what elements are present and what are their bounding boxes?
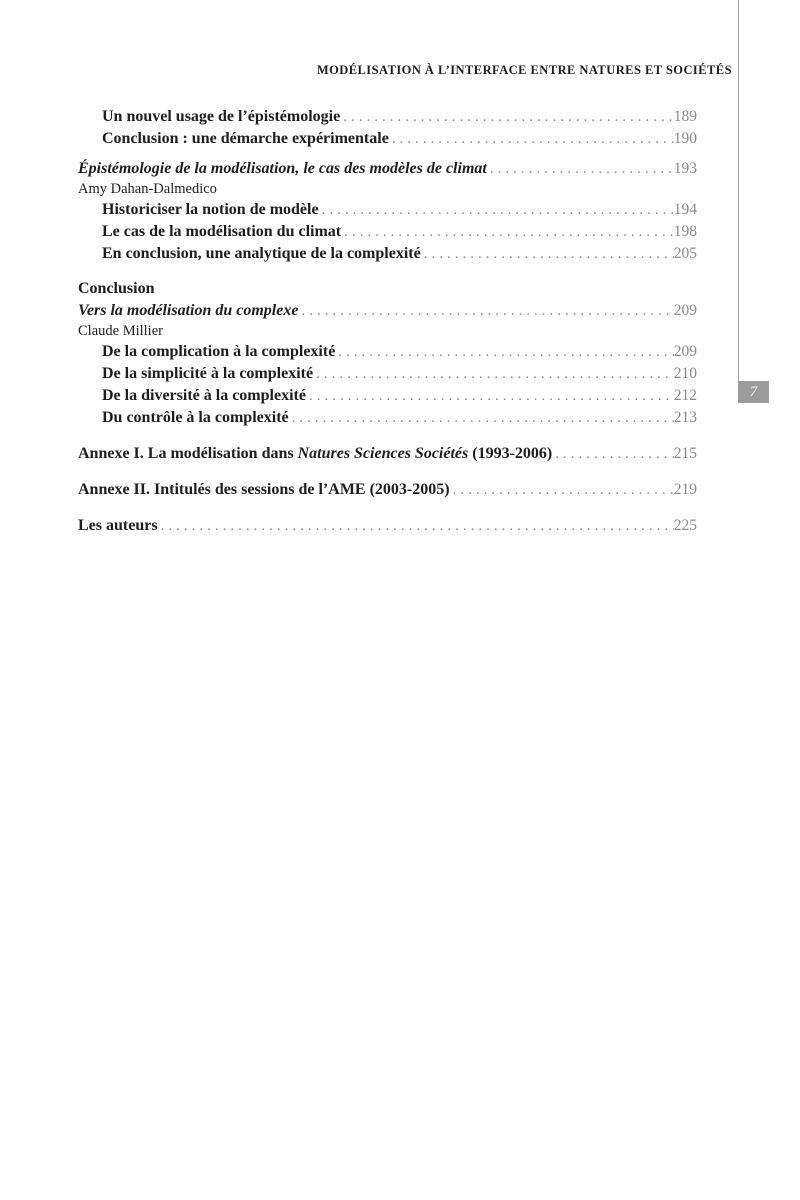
- toc-entry-title: [102, 341, 335, 362]
- toc-entry-annex: [78, 443, 697, 465]
- toc-entry-title: [102, 128, 389, 149]
- toc-entry-page-number: 213: [673, 409, 697, 426]
- toc-entry-page-number: 198: [673, 223, 697, 240]
- toc-entry-title: [78, 180, 217, 199]
- toc-entry-title: [102, 243, 421, 264]
- toc-title-segment: De la complication à la complexité: [102, 343, 336, 360]
- dotted-leader: [319, 200, 674, 221]
- toc-entry-heading: [78, 278, 697, 300]
- toc-entry-sub: [78, 363, 697, 385]
- toc-entry-title: [102, 221, 341, 242]
- toc-title-segment: Les auteurs: [78, 517, 158, 534]
- toc-title-segment: Vers la modélisation du complexe: [78, 302, 299, 319]
- toc-entry-sub: [78, 243, 697, 265]
- toc-entry-title: [102, 407, 289, 428]
- dotted-leader: [341, 222, 674, 243]
- toc-entry-author: [78, 322, 697, 341]
- toc-entry-page-number: 210: [673, 365, 697, 382]
- toc-entry-title: [78, 443, 552, 465]
- toc-entry-chapter: [78, 300, 697, 322]
- toc-entry-annex: [78, 515, 697, 537]
- dotted-leader: [313, 364, 674, 385]
- toc-entry-page-number: 212: [673, 387, 697, 404]
- toc-entry-title: [78, 322, 163, 341]
- toc-entry-page-number: 194: [673, 201, 697, 218]
- toc-title-segment: Conclusion: [78, 280, 155, 297]
- dotted-leader: [298, 300, 673, 322]
- toc-title-segment: Épistémologie de la modélisation, le cas des modèles de climat: [78, 160, 487, 177]
- toc-entry-title: [102, 363, 313, 384]
- toc-title-segment: Annexe II. Intitulés des sessions de l’AME (2003-2005): [78, 481, 450, 498]
- toc-entry-page-number: 225: [673, 517, 697, 534]
- toc-entry-sub: [78, 407, 697, 429]
- dotted-leader: [158, 515, 674, 537]
- dotted-leader: [340, 107, 674, 128]
- toc-entry-page-number: 205: [673, 245, 697, 262]
- toc-entry-page-number: 215: [673, 445, 697, 462]
- toc-entry-sub: [78, 385, 697, 407]
- toc-entry-title: [78, 515, 158, 537]
- dotted-leader: [289, 408, 674, 429]
- toc-title-segment: Conclusion : une démarche expérimentale: [102, 130, 389, 147]
- toc-entry-page-number: 193: [673, 160, 697, 177]
- toc-entry-page-number: 209: [673, 343, 697, 360]
- toc: [78, 106, 697, 537]
- toc-title-segment: (1993-2006): [468, 445, 553, 462]
- dotted-leader: [421, 244, 674, 265]
- folio-number: 7: [749, 383, 758, 400]
- toc-title-segment: En conclusion, une analytique de la complexité: [102, 245, 421, 262]
- toc-entry-page-number: 189: [673, 108, 697, 125]
- toc-entry-sub: [78, 341, 697, 363]
- toc-entry-sub: [78, 128, 697, 150]
- toc-title-segment: Du contrôle à la complexité: [102, 409, 289, 426]
- toc-entry-title: [102, 199, 319, 220]
- toc-title-segment: Amy Dahan-Dalmedico: [78, 181, 217, 197]
- running-header: MODÉLISATION À L’INTERFACE ENTRE NATURES ET SOCIÉTÉS: [316, 63, 732, 77]
- toc-entry-sub: [78, 221, 697, 243]
- toc-entry-page-number: 219: [673, 481, 697, 498]
- margin-rule: [738, 0, 739, 381]
- dotted-leader: [552, 443, 674, 465]
- dotted-leader: [306, 386, 674, 407]
- dotted-leader: [450, 479, 674, 501]
- toc-entry-title: [102, 106, 340, 127]
- toc-entry-chapter: [78, 158, 697, 180]
- dotted-leader: [487, 158, 674, 180]
- toc-entry-title: [102, 385, 306, 406]
- toc-entry-title: [78, 300, 298, 322]
- folio-box: [738, 381, 769, 403]
- toc-entry-page-number: 190: [673, 130, 697, 147]
- toc-entry-page-number: 209: [673, 302, 697, 319]
- toc-entry-title: [78, 479, 450, 501]
- toc-title-segment: Annexe I. La modélisation dans: [78, 445, 298, 462]
- toc-title-segment: Historiciser la notion de modèle: [102, 201, 319, 218]
- dotted-leader: [335, 342, 673, 363]
- toc-title-segment: Claude Millier: [78, 323, 163, 339]
- toc-entry-sub: [78, 199, 697, 221]
- toc-entry-sub: [78, 106, 697, 128]
- dotted-leader: [389, 129, 674, 150]
- toc-entry-annex: [78, 479, 697, 501]
- toc-title-segment: De la diversité à la complexité: [102, 387, 306, 404]
- toc-title-segment: Un nouvel usage de l’épistémologie: [102, 108, 341, 125]
- toc-title-segment: De la simplicité à la complexité: [102, 365, 314, 382]
- toc-title-italic-segment: Natures Sciences Sociétés: [297, 445, 469, 462]
- toc-entry-title: [78, 278, 154, 300]
- toc-title-segment: Le cas de la modélisation du climat: [102, 223, 342, 240]
- toc-entry-author: [78, 180, 697, 199]
- toc-entry-title: [78, 158, 487, 180]
